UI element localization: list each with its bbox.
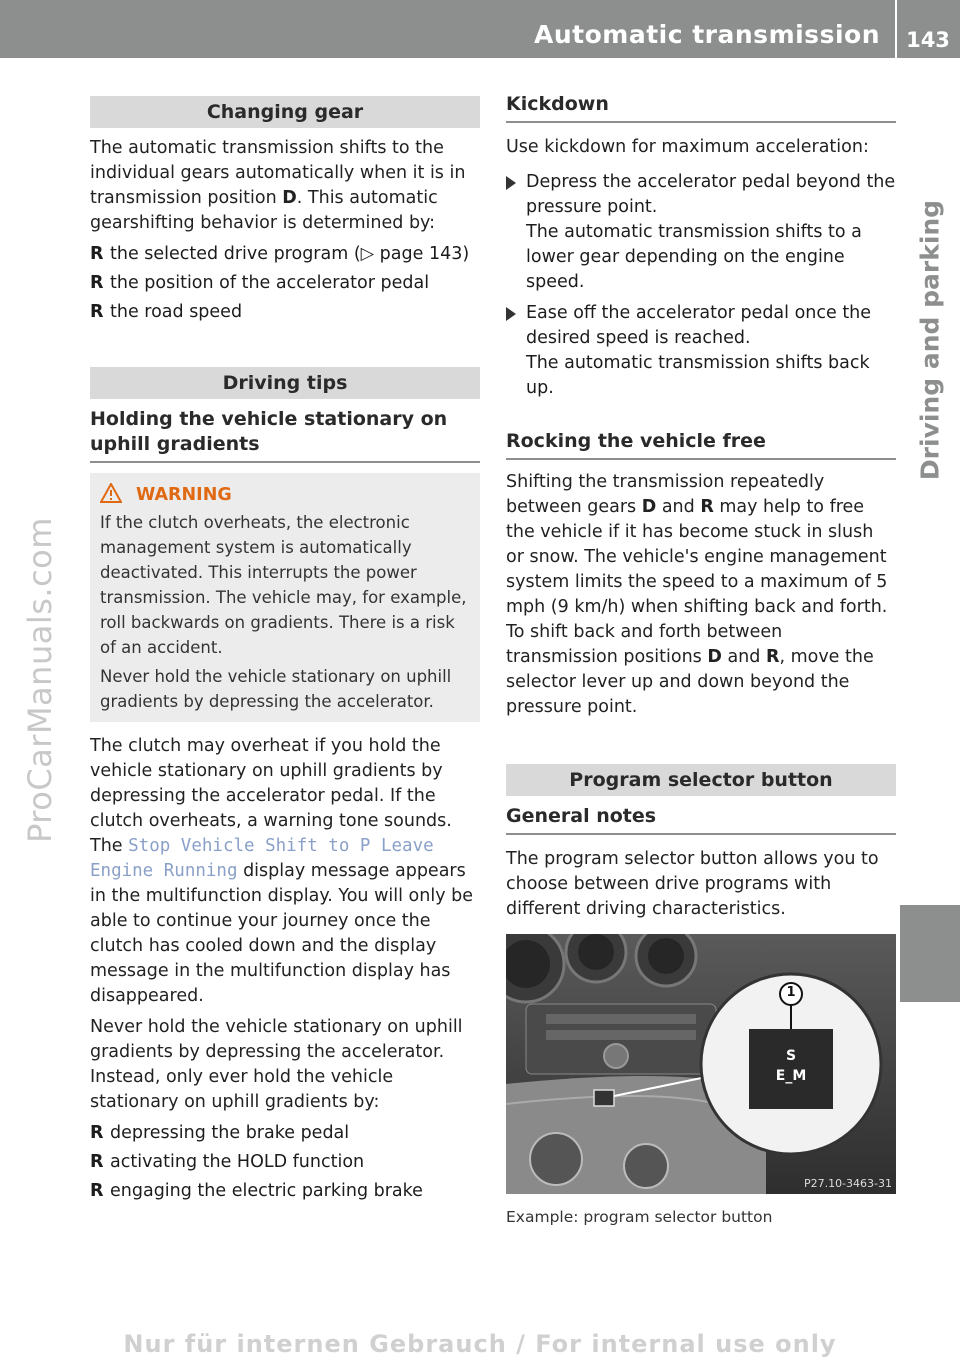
warning-box: [90, 473, 480, 722]
step-arrow-icon: [506, 176, 516, 190]
rocking-paragraph: Shifting the transmission repeatedly between gears D and R may help to free the vehicle if it has become stuck in slush or snow. The vehicle's engine management system limits the speed to a maximum of 5 mph (9 km/h) when shifting back and forth. To shift back and forth between transmission positions D and R, move the selector lever up and down beyond the pressure point.: [506, 472, 888, 717]
warning-text: If the clutch overheats, the electronic management system is automatically deactivated. This interrupts the power transmission. The vehicle may, for example, roll backwards on gradients. There is a risk of an accident.: [100, 513, 467, 657]
subheading-holding-stationary: Holding the vehicle stationary on uphill gradients: [90, 407, 480, 463]
list-item: R activating the HOLD function: [90, 1152, 365, 1172]
list-item: R the road speed: [90, 302, 243, 322]
instruction-step: Ease off the accelerator pedal once the desired speed is reached. The automatic transmission shifts back up.: [506, 301, 896, 401]
instruction-step: Depress the accelerator pedal beyond the pressure point. The automatic transmission shifts to a lower gear depending on the engine speed.: [506, 170, 896, 295]
section-title-driving-tips: Driving tips: [90, 367, 480, 399]
callout-number: 1: [786, 985, 796, 1000]
display-message: Stop Vehicle Shift to P Leave Engine Running: [90, 836, 434, 881]
warning-triangle-icon: [100, 483, 122, 503]
list-item: R depressing the brake pedal: [90, 1123, 350, 1143]
header-separator: [895, 0, 897, 58]
warning-title: WARNING: [100, 483, 470, 506]
image-code: P27.10-3463-31: [803, 1177, 892, 1190]
footer-watermark: Nur für internen Gebrauch / For internal use only: [123, 1330, 837, 1358]
side-tab-marker: [900, 905, 960, 1002]
list-item: R the position of the accelerator pedal: [90, 273, 430, 293]
general-notes-text: The program selector button allows you to choose between drive programs with different driving characteristics.: [506, 849, 879, 919]
section-title-program-selector: Program selector button: [506, 764, 896, 796]
header-title: Automatic transmission: [534, 20, 880, 49]
left-column: [90, 96, 480, 1204]
changing-gear-intro: The automatic transmission shifts to the individual gears automatically when it is in transmission position D. This automatic gearshifting behavior is determined by:: [90, 138, 466, 233]
selector-button-top-label: S: [785, 1048, 797, 1064]
subheading-rocking: Rocking the vehicle free: [506, 429, 896, 460]
warning-text: Never hold the vehicle stationary on uphill gradients by depressing the accelerator.: [100, 667, 452, 711]
side-watermark: ProCarManuals.com: [21, 517, 59, 843]
hold-paragraph: Never hold the vehicle stationary on uphill gradients by depressing the accelerator. Instead, only ever hold the vehicle stationary on uphill gradients by:: [90, 1017, 463, 1112]
clutch-paragraph: The clutch may overheat if you hold the vehicle stationary on uphill gradients by depressing the accelerator pedal. If the clutch overheats, a warning tone sounds. The Stop Vehicle Shift to P Leave Engine Running display message appears in the multifunction display. You will only be able to continue your journey once the clutch has cooled down and the display message in the multifunction display has disappeared.: [90, 736, 473, 1006]
step-arrow-icon: [506, 307, 516, 321]
side-chapter-label: Driving and parking: [915, 199, 945, 481]
right-column: [506, 92, 896, 1228]
subheading-kickdown: Kickdown: [506, 92, 896, 123]
section-title-changing-gear: Changing gear: [90, 96, 480, 128]
kickdown-intro: Use kickdown for maximum acceleration:: [506, 137, 869, 157]
page-number: 143: [906, 28, 950, 52]
list-item: R the selected drive program (▷ page 143): [90, 244, 470, 264]
selector-button-bottom-label: E_M: [775, 1068, 807, 1084]
photo-caption: Example: program selector button: [506, 1208, 773, 1226]
program-selector-photo: [506, 934, 896, 1194]
subheading-general-notes: General notes: [506, 804, 896, 835]
list-item: R engaging the electric parking brake: [90, 1181, 423, 1201]
